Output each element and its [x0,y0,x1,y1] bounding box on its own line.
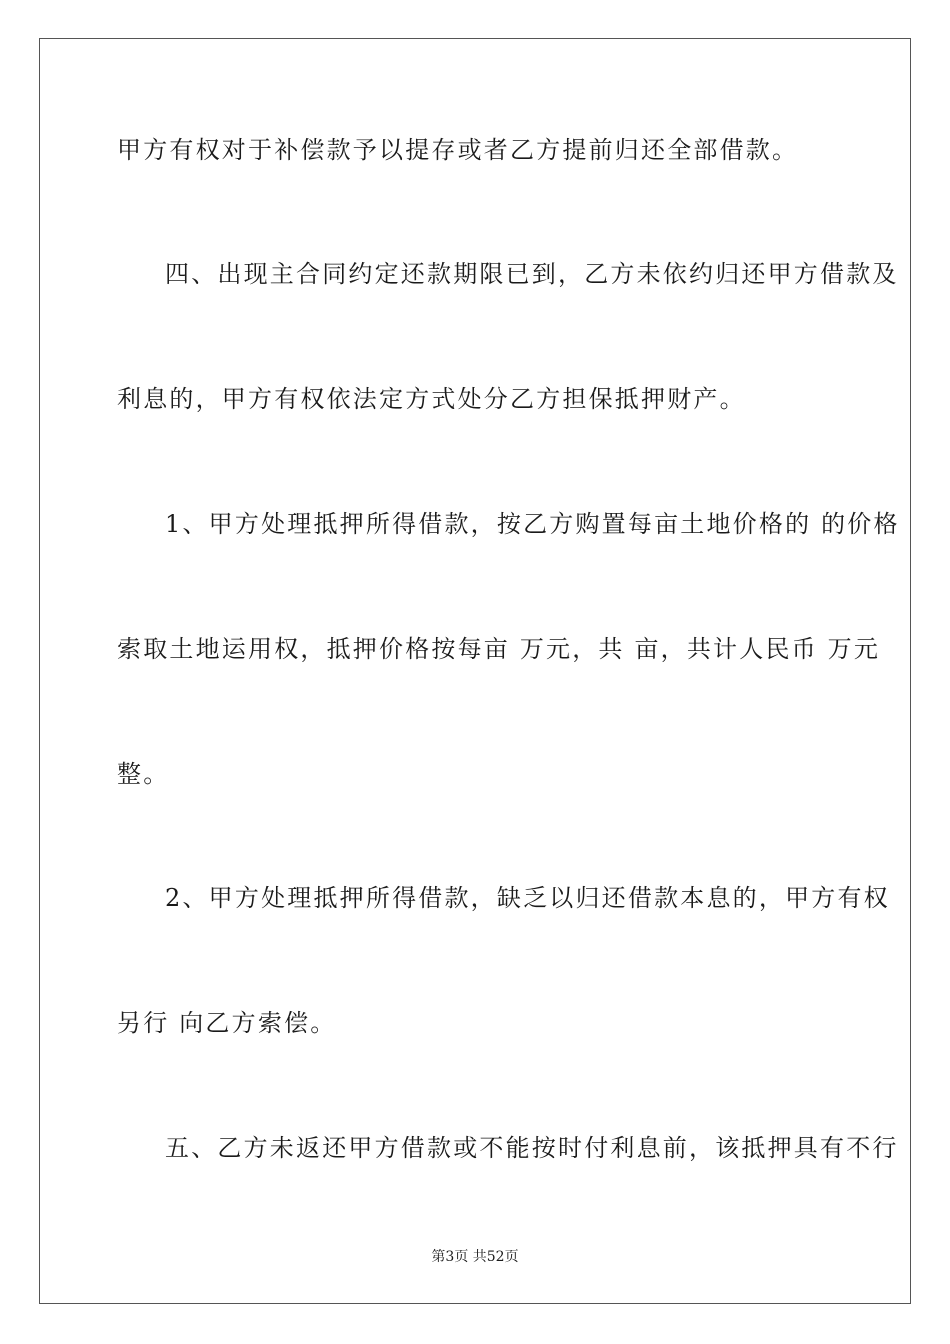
paragraph-line: 索取土地运用权，抵押价格按每亩 万元，共 亩，共计人民币 万元 [117,635,881,663]
paragraph-line-clause-four: 四、出现主合同约定还款期限已到，乙方未依约归还甲方借款及 [165,260,899,288]
page-border [39,38,911,1304]
paragraph-line: 另行 向乙方索偿。 [117,1009,337,1037]
paragraph-line: 利息的，甲方有权依法定方式处分乙方担保抵押财产。 [117,385,746,413]
paragraph-line-item-one: 1、甲方处理抵押所得借款，按乙方购置每亩土地价格的 的价格 [165,510,900,538]
paragraph-line: 整。 [117,760,170,788]
paragraph-line: 甲方有权对于补偿款予以提存或者乙方提前归还全部借款。 [117,136,799,164]
page-number-footer: 第3页 共52页 [431,1249,519,1265]
paragraph-line-clause-five: 五、乙方未返还甲方借款或不能按时付利息前，该抵押具有不行 [165,1134,899,1162]
paragraph-line-item-two: 2、甲方处理抵押所得借款，缺乏以归还借款本息的，甲方有权 [165,884,890,912]
